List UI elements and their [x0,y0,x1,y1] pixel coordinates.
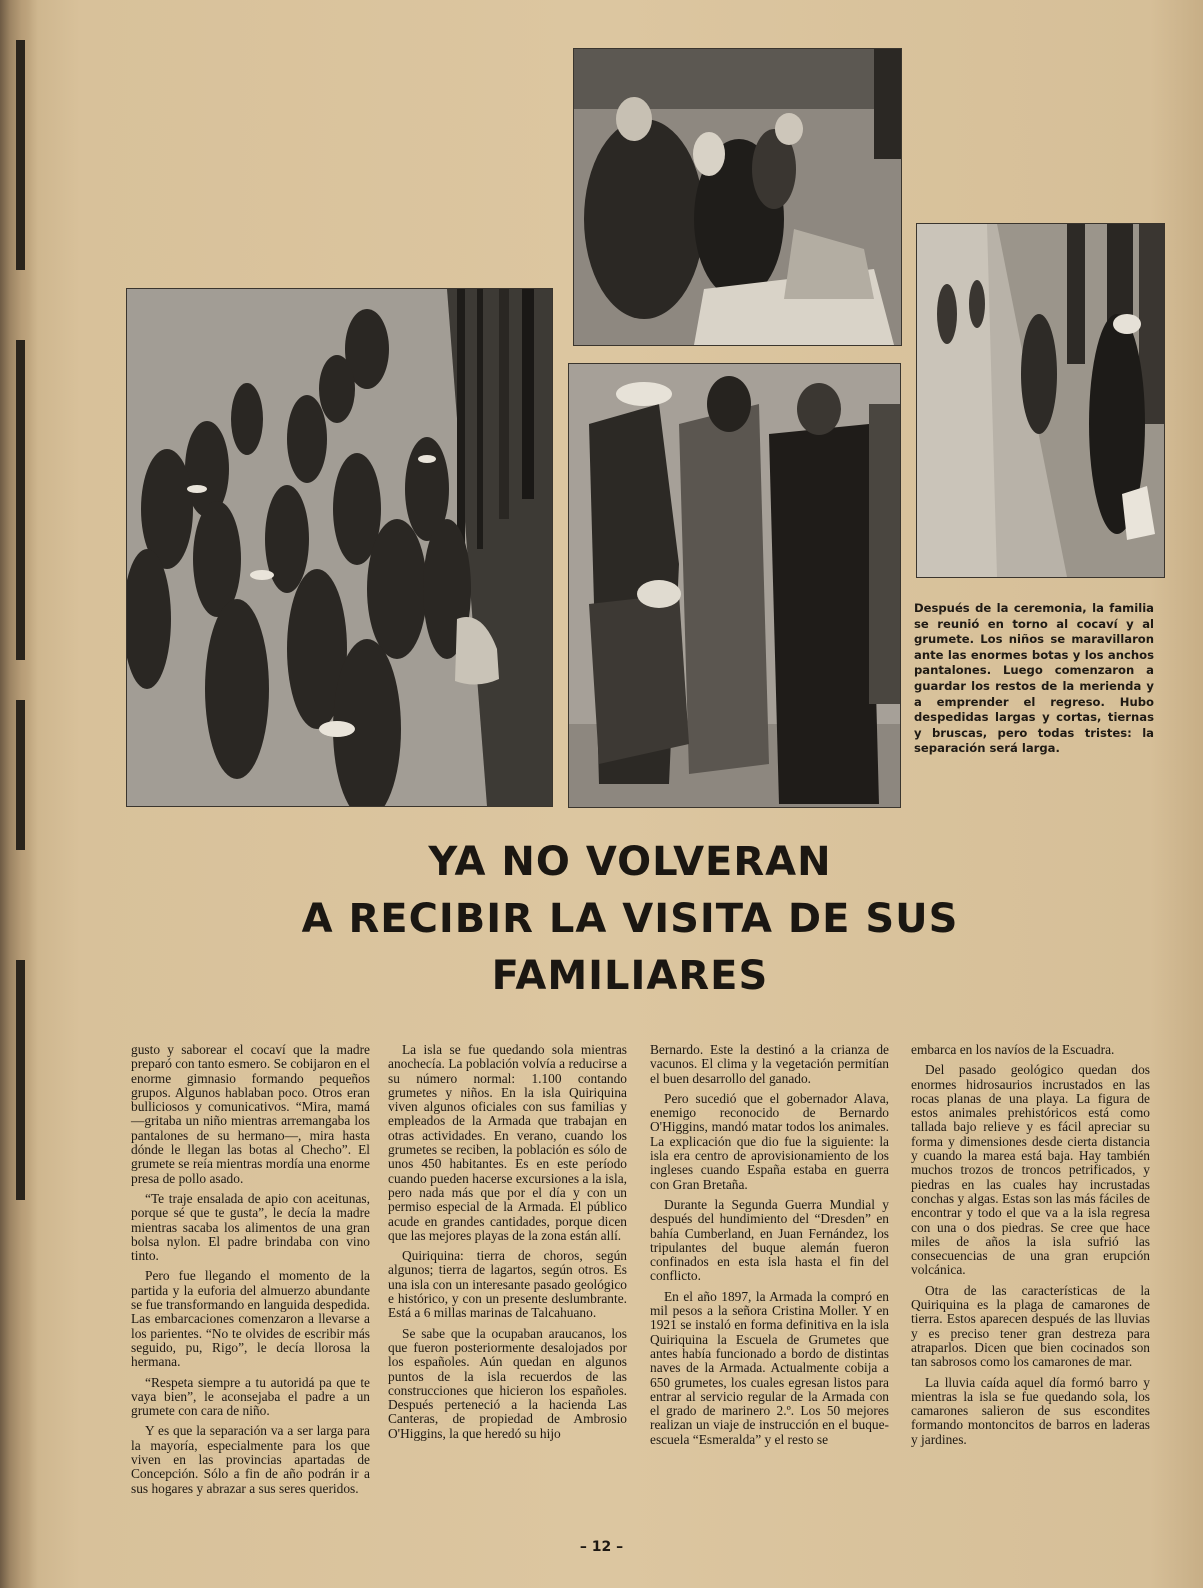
paragraph: La lluvia caída aquel día formó barro y mientras la isla se fue quedando sola, los camarones salieron de sus escondites formando montoncitos de barros en laderas y jardines. [911,1374,1150,1447]
paragraph: La isla se fue quedando sola mientras anochecía. La población volvía a reducirse a su número normal: 1.100 contando grumetes y niños. En la isla Quiriquina viven algunos oficiales con sus familias y empleados de la Armada que trabajan en otras actividades. En verano, cuando los grumetes se reciben, la población es sólo de unos 450 habitantes. Es en este período cuando pueden hacerse excursiones a la isla, pero nada más que por el día y con un permiso especial de la Armada. El público acude en grandes cantidades, porque dicen que las mejores playas de la zona están allí. [388,1042,627,1243]
paragraph: Del pasado geológico quedan dos enormes hidrosaurios incrustados en las rocas planas de una playa. La figura de estos animales prehistóricos está como tallada bajo relieve y es fácil apreciar su forma y dimensiones desde cierta distancia y cuando la marea está baja. Hay también muchos trozos de troncos petrificados, y piedras en las cuales hay incrustadas conchas y algas. Estas son las más fáciles de encontrar y todo el que va a la isla regresa con una o dos piedras. Se cree que hace miles de años la isla sufrió las consecuencias de una gran erupción volcánica. [911,1062,1150,1278]
paragraph: gusto y saborear el cocaví que la madre preparó con tanto esmero. Se cobijaron en el enorme gimnasio formando pequeños grupos. Algunos hablaban poco. Otros eran bulliciosos y comunicativos. “Mira, mamá —gritaba un niño mientras arremangaba los pantalones de su hermano—, mira hasta dónde le llegan las botas al Checho”. El grumete se reía mientras mordía una enorme presa de pollo asado. [131,1042,370,1186]
text-column-1 [131,1043,370,1502]
paragraph: En el año 1897, la Armada la compró en mil pesos a la señora Cristina Moller. Y en 1921 se instaló en forma definitiva en la isla Quiriquina la Escuela de Grumetes que antes había funcionado a bordo de distintas naves de la Armada. Actualmente cobija a 650 grumetes, los cuales egresan listos para entrar al servicio regular de la Armada con el grado de marinero 2.º. Los 50 mejores realizan un viaje de instrucción en el buque-escuela “Esmeralda” y el resto se [650,1288,889,1447]
paragraph: Quiriquina: tierra de choros, según algunos; tierra de lagartos, según otros. Es una isla con un interesante pasado geológico e histórico, y con un presente deslumbrante. Está a 6 millas marinas de Talcahuano. [388,1248,627,1321]
paragraph: Se sabe que la ocupaban araucanos, los que fueron posteriormente desalojados por los españoles. Aún quedan en algunos puntos de la isla recuerdos de las construcciones que hicieron los españoles. Después perteneció a la hacienda Las Canteras, de propiedad de Ambrosio O'Higgins, la que heredó su hijo [388,1325,627,1441]
photo-family-meal [573,48,902,346]
paragraph: Y es que la separación va a ser larga para la mayoría, especialmente para los que viven en las provincias apartadas de Concepción. Sólo a fin de año podrán ir a sus hogares y abrazar a sus seres queridos. [131,1423,370,1496]
photo-pinning-ceremony [568,363,901,808]
paragraph: “Respeta siempre a tu autoridá pa que te vaya bien”, le aconsejaba el padre a un grumete con cara de niño. [131,1374,370,1419]
headline-line: YA NO VOLVERAN [428,839,832,885]
text-column-3 [650,1043,889,1453]
article-headline [300,834,960,1005]
photo-couple-wall [916,223,1165,578]
headline-line: A RECIBIR LA VISITA DE SUS [301,896,959,942]
text-column-2 [388,1043,627,1447]
paragraph: Otra de las características de la Quiriquina es la plaga de camarones de tierra. Estos aparecen después de las lluvias y es preciso tener gran destreza para atraparlos. Dicen que bien cocinados son tan sabrosos como los camarones de mar. [911,1282,1150,1370]
spine-tape [16,40,25,270]
paragraph: Pero fue llegando el momento de la partida y la euforia del almuerzo abundante se fue transformando en languida despedida. Las embarcaciones comenzaron a llevarse a los parientes. “No te olvides de escribir más seguido, pu, Rigo”, le decía llorosa la hermana. [131,1268,370,1370]
paragraph: “Te traje ensalada de apio con aceitunas, porque sé que te gusta”, le decía la madre mientras sacaba los alimentos de una gran bolsa nylon. El padre brindaba con vino tinto. [131,1190,370,1264]
headline-line: FAMILIARES [491,953,769,999]
paragraph: embarca en los navíos de la Escuadra. [911,1042,1115,1057]
photo-crowd-ramp [126,288,553,807]
page-number: – 12 – [579,1539,624,1555]
spine-tape [16,960,25,1200]
paragraph: Durante la Segunda Guerra Mundial y después del hundimiento del “Dresden” en bahía Cumberland, en Juan Fernández, los tripulantes del buque alemán fueron confinados en esta isla hasta el fin del conflicto. [650,1196,889,1284]
spine-tape [16,340,25,660]
paragraph: Bernardo. Este la destinó a la crianza de vacunos. El clima y la vegetación permitían el buen desarrollo del ganado. [650,1042,889,1086]
spine-tape [16,700,25,850]
paragraph: Pero sucedió que el gobernador Alava, enemigo reconocido de Bernardo O'Higgins, mandó matar todos los animales. La explicación que dio fue la siguiente: la isla era centro de aprovisionamiento de los ingleses cuando España estaba en guerra con Gran Bretaña. [650,1090,889,1192]
text-column-4 [911,1043,1150,1453]
photo-caption: Después de la ceremonia, la familia se reunió en torno al cocaví y al grumete. Los niños se maravillaron ante las enormes botas y los anchos pantalones. Luego comenzaron a guardar los restos de la merienda y a emprender el regreso. Hubo despedidas largas y cortas, tiernas y bruscas, pero todas tristes: la separación será larga. [914,601,1154,756]
